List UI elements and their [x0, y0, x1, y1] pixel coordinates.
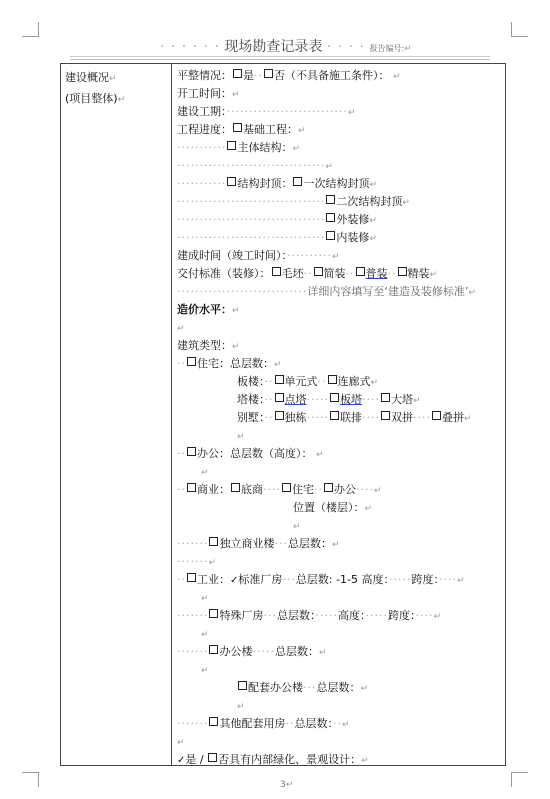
header-rule-secondary — [70, 59, 490, 60]
details-cell: 平整情况： 是·· 否（不具备施工条件）： ↵ 开工时间：↵ 建设工期：···························↵ 工程进度： 基础工程：↵ ··········· 主体结构：↵ ·································↵ ··········· 结构封顶： 一次结构封顶↵ ································· 二次结构封顶↵ ································· 外装修↵ ································· 内装修↵ 建成时间（竣工时间）：··········↵ 交付标准（装修）： 毛坯·· 简装·· 普装·· 精装↵ ·····························详细内容填写至‘建造及装修标准’↵ 造价水平：↵ ↵ 建筑类型：↵ ·· 住宅：总层数：↵ 板楼：·· 单元式·· 连廊式↵ 塔楼：·· 点塔····· 板塔···· 大塔↵ 别墅：·· 独栋····· 联排···· 双拼···· 叠拼↵ ↵ ·· 办公：总层数（高度）： ↵ ↵ ·· 商业： 底商···· 住宅·· 办公····↵ 位置（楼层）：↵ ↵ ······· 独立商业楼···总层数：↵ ·······↵ ·· 工业：✓标准厂房···总层数: -1-5 高度：·····跨度：····↵ ↵ ······· 特殊厂房···总层数：·····高度：·····跨度：····↵ ↵ ······· 办公楼·····总层数：↵ ↵ 配套办公楼···总层数：↵ ↵ ······· 其他配套用房··总层数：··↵ ↵ ✓是 / 否具有内部绿化、景观设计：↵ — [177, 69, 476, 766]
field-label-delivery: 交付标准（装修）： — [177, 267, 271, 280]
field-label-span: 跨度： — [387, 609, 416, 622]
field-label-completion: 建成时间（竣工时间）： — [177, 249, 287, 262]
check-mark-icon: ✓ — [177, 755, 186, 766]
option-label: 住宅： — [197, 357, 230, 370]
field-label-floors: 总层数： — [287, 537, 332, 550]
option-label: 主体结构： — [237, 141, 293, 154]
checkbox-fine-finish[interactable] — [398, 267, 407, 276]
field-label-leveling: 平整情况： — [177, 69, 232, 82]
field-label-slab: 板楼： — [237, 375, 265, 388]
option-label: 联排 — [339, 411, 362, 424]
checkbox-topping-out[interactable] — [227, 177, 236, 186]
crop-mark-bottom-right — [511, 772, 528, 787]
checkbox-slab-tower[interactable] — [330, 393, 339, 402]
checkbox-other-ancillary[interactable] — [209, 717, 218, 726]
field-label-floors: 总层数： — [316, 681, 361, 694]
checkbox-foundation[interactable] — [233, 123, 242, 132]
checkbox-stacked[interactable] — [432, 411, 441, 420]
checkbox-commercial-residential[interactable] — [282, 483, 291, 492]
checkbox-landscape-no[interactable] — [208, 753, 217, 762]
checkbox-residential[interactable] — [187, 357, 196, 366]
field-label-duration: 建设工期： — [177, 105, 227, 118]
crop-mark-top-right — [511, 22, 528, 37]
checkbox-special-plant[interactable] — [209, 609, 218, 618]
checkbox-secondary-topping[interactable] — [326, 195, 335, 204]
checkbox-detached[interactable] — [275, 411, 284, 420]
field-label-floors: 总层数： — [274, 645, 319, 658]
option-label: 工业： — [197, 573, 230, 586]
field-label-floors: 总层数： — [294, 717, 333, 730]
field-label-height: 高度： — [361, 573, 390, 586]
crop-mark-top-left — [22, 22, 39, 37]
field-label-floors: 总层数： — [276, 609, 316, 622]
checkbox-office[interactable] — [187, 447, 196, 456]
document-title: 现场勘查记录表 — [224, 39, 323, 55]
option-label: 其他配套用房 — [219, 717, 286, 730]
header-dots-left: · · · · · · — [160, 39, 220, 55]
checkbox-main-structure[interactable] — [227, 141, 236, 150]
checkbox-simple-finish[interactable] — [314, 267, 323, 276]
checkbox-unit-type[interactable] — [275, 375, 284, 384]
option-label: 特殊厂房 — [219, 609, 264, 622]
option-label: 精装 — [407, 267, 430, 280]
record-table — [60, 63, 506, 766]
field-label-start-date: 开工时间： — [177, 87, 232, 100]
checkbox-commercial[interactable] — [187, 483, 196, 492]
option-label: 简装 — [323, 267, 346, 280]
report-number-label: 报告编号: — [369, 44, 405, 53]
checkbox-ground-retail[interactable] — [231, 483, 240, 492]
option-label: 独立商业楼 — [219, 537, 275, 550]
field-label-height: 高度： — [337, 609, 366, 622]
checkbox-office-building[interactable] — [209, 645, 218, 654]
header-rule — [70, 56, 490, 57]
option-label: 点塔 — [284, 393, 307, 406]
field-label-span: 跨度： — [411, 573, 440, 586]
field-label-floors: 总层数： — [230, 357, 274, 370]
option-label: 标准厂房 — [238, 573, 283, 586]
option-label: 底商 — [241, 483, 263, 496]
option-label: 办公楼 — [219, 645, 253, 658]
option-label: 配套办公楼 — [248, 681, 303, 694]
category-cell: 建设概况↵ (项目整体)↵ — [65, 71, 126, 105]
check-mark-icon: ✓ — [230, 575, 239, 586]
page-number: 3 — [280, 780, 286, 790]
column-divider — [171, 64, 172, 765]
field-label-building-type: 建筑类型： — [177, 339, 232, 352]
option-label: 单元式 — [284, 375, 318, 388]
checkbox-standalone-commercial[interactable] — [209, 537, 218, 546]
option-label: 外装修 — [336, 213, 370, 226]
category-subtitle: (项目整体) — [65, 92, 118, 105]
field-label-villa: 别墅： — [237, 411, 265, 424]
checkbox-primary-topping[interactable] — [293, 177, 302, 186]
field-label-floors: 总层数: -1-5 — [295, 573, 359, 586]
checkbox-exterior-finish[interactable] — [326, 213, 335, 222]
option-label: 内装修 — [336, 231, 370, 244]
option-label: 是 — [185, 753, 197, 766]
option-label: 基础工程： — [243, 123, 298, 136]
field-label-progress: 工程进度： — [177, 123, 232, 136]
field-label-cost: 造价水平： — [177, 303, 232, 316]
option-label: 结构封顶： — [237, 177, 293, 190]
checkbox-townhouse[interactable] — [330, 411, 339, 420]
field-label-location: 位置（楼层）： — [293, 501, 365, 514]
delivery-note: 详细内容填写至‘建造及装修标准’ — [307, 285, 469, 298]
checkbox-commercial-office[interactable] — [324, 483, 333, 492]
option-label: 否（不具备施工条件）： — [274, 69, 390, 82]
field-label-landscape: 否具有内部绿化、景观设计： — [218, 753, 362, 766]
checkbox-bare-shell[interactable] — [272, 267, 281, 276]
field-label-tower: 塔楼： — [237, 393, 265, 406]
page-footer: 3↵ — [280, 780, 294, 790]
option-label: 住宅 — [292, 483, 314, 496]
option-label: 毛坯 — [281, 267, 304, 280]
option-label: 板塔 — [339, 393, 362, 406]
checkbox-large-tower[interactable] — [381, 393, 390, 402]
option-label: 二次结构封顶 — [336, 195, 403, 208]
option-label: 双拼 — [390, 411, 413, 424]
checkbox-point-tower[interactable] — [275, 393, 284, 402]
header-dots-right: · · · · — [326, 39, 366, 55]
document-header: · · · · · · 现场勘查记录表 · · · · 报告编号:↵ — [160, 39, 412, 55]
checkbox-semi-detached[interactable] — [381, 411, 390, 420]
checkbox-corridor-type[interactable] — [328, 375, 337, 384]
option-label: 商业： — [197, 483, 230, 496]
option-label: 独栋 — [284, 411, 307, 424]
checkbox-leveling-yes[interactable] — [233, 69, 242, 78]
field-label-floors-height: 总层数（高度）： — [230, 447, 313, 460]
checkbox-ancillary-office[interactable] — [238, 681, 247, 690]
checkbox-standard-finish[interactable] — [356, 267, 365, 276]
checkbox-industrial[interactable] — [187, 573, 196, 582]
option-label: 是 — [243, 69, 254, 82]
option-label: 办公 — [334, 483, 356, 496]
crop-mark-bottom-left — [22, 772, 39, 787]
category-title: 建设概况 — [65, 71, 109, 84]
option-label: 办公： — [197, 447, 230, 460]
option-label: 连廊式 — [337, 375, 371, 388]
option-label: 叠拼 — [441, 411, 464, 424]
option-label: 大塔 — [390, 393, 413, 406]
checkbox-leveling-no[interactable] — [264, 69, 273, 78]
checkbox-interior-finish[interactable] — [326, 231, 335, 240]
separator: / — [199, 753, 204, 766]
option-label: 普装 — [365, 267, 388, 280]
option-label: 一次结构封顶 — [303, 177, 370, 190]
